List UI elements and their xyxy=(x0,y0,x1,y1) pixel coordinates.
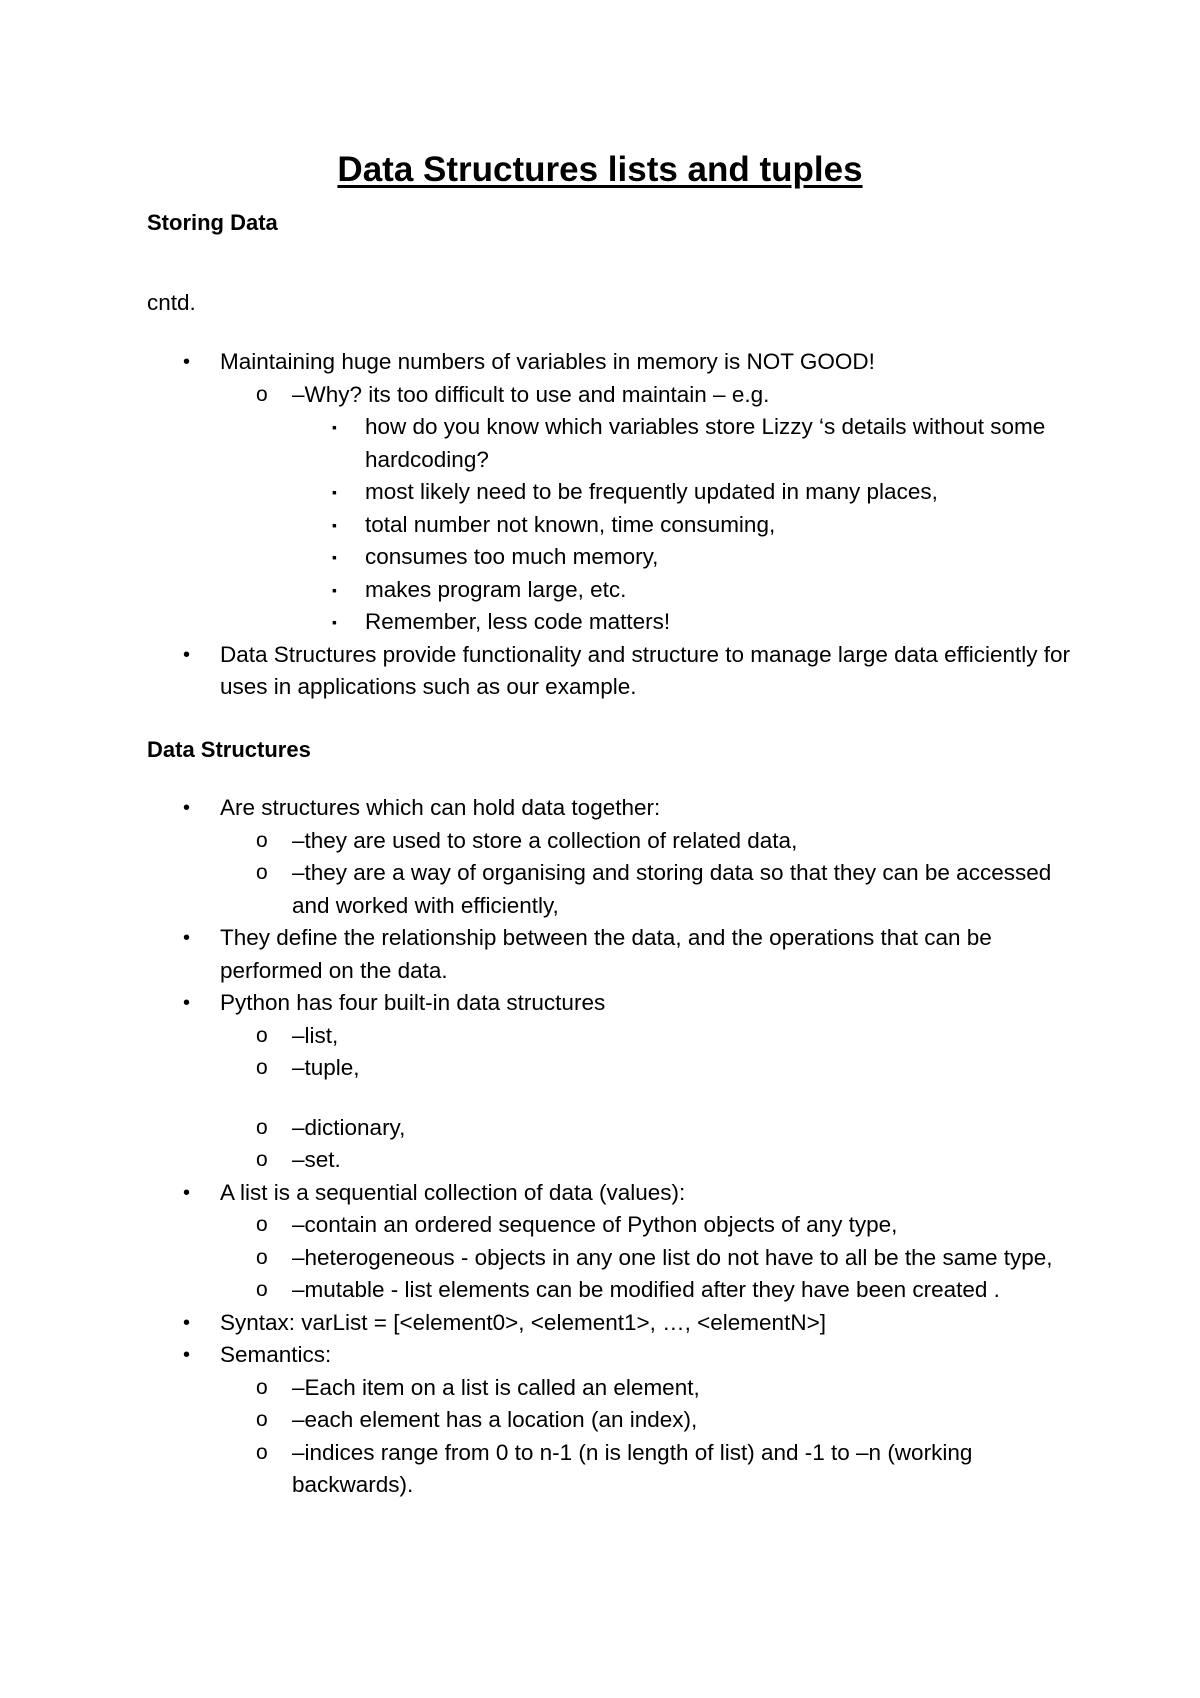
list-item: o –set. xyxy=(0,1144,1080,1177)
list-item: o –tuple, xyxy=(0,1052,1080,1085)
bullet-marker: • xyxy=(183,992,191,1014)
section-heading-storing-data: Storing Data xyxy=(147,210,278,235)
page-title: Data Structures lists and tuples xyxy=(337,150,863,189)
list-item: ▪ makes program large, etc. xyxy=(0,574,1065,607)
list-item: ▪ how do you know which variables store Lizzy ‘s details without some hardcoding? xyxy=(0,411,1065,476)
circle-marker: o xyxy=(256,861,268,884)
list-item: o –Why? its too difficult to use and maintain – e.g. xyxy=(0,379,1080,412)
list-item: • A list is a sequential collection of data (values): xyxy=(0,1177,1080,1210)
list-item: • Python has four built-in data structures xyxy=(0,987,1080,1020)
list-item: o –Each item on a list is called an element, xyxy=(0,1372,1080,1405)
list-item: • Data Structures provide functionality and structure to manage large data efficiently for uses in applications such as our example. xyxy=(0,639,1080,704)
bullet-marker: • xyxy=(183,797,191,819)
bullet-marker: • xyxy=(183,1311,191,1334)
list-item: • Syntax: varList = [<element0>, <element1>, …, <elementN>] xyxy=(0,1307,1080,1340)
square-marker: ▪ xyxy=(332,419,337,435)
list-item: ▪ Remember, less code matters! xyxy=(0,606,1065,639)
list-item: o –contain an ordered sequence of Python objects of any type, xyxy=(0,1209,1080,1242)
list-item: o –heterogeneous - objects in any one list do not have to all be the same type, xyxy=(0,1242,1080,1275)
list-item: • They define the relationship between the data, and the operations that can be performed on the data. xyxy=(0,922,1080,987)
list-item: ▪ consumes too much memory, xyxy=(0,541,1065,574)
circle-marker: o xyxy=(256,1115,268,1139)
circle-marker: o xyxy=(256,828,268,852)
list-item: o –mutable - list elements can be modified after they have been created . xyxy=(0,1274,1080,1307)
bullet-marker: • xyxy=(183,643,191,666)
circle-marker: o xyxy=(256,1148,268,1171)
list-item: ▪ most likely need to be frequently updated in many places, xyxy=(0,476,1065,509)
list-item: o –each element has a location (an index), xyxy=(0,1404,1080,1437)
list-item: • Semantics: xyxy=(0,1339,1080,1372)
list-item: o –list, xyxy=(0,1020,1080,1053)
circle-marker: o xyxy=(256,1056,268,1079)
list-item: • Maintaining huge numbers of variables in memory is NOT GOOD! xyxy=(0,346,1080,379)
list-item: o –they are a way of organising and storing data so that they can be accessed and worked with efficiently, xyxy=(0,857,1080,922)
square-marker: ▪ xyxy=(332,549,337,565)
spacer xyxy=(0,1085,1200,1112)
circle-marker: o xyxy=(256,1375,268,1399)
bullet-marker: • xyxy=(183,351,191,373)
square-marker: ▪ xyxy=(332,516,337,533)
circle-marker: o xyxy=(256,1245,268,1269)
bullet-marker: • xyxy=(183,1181,191,1204)
circle-marker: o xyxy=(256,382,268,406)
data-structures-list xyxy=(0,792,1200,1502)
circle-marker: o xyxy=(256,1023,268,1047)
section-heading-data-structures: Data Structures xyxy=(147,737,311,762)
list-item: ▪ total number not known, time consuming, xyxy=(0,509,1065,542)
circle-marker: o xyxy=(256,1213,268,1236)
square-marker: ▪ xyxy=(332,614,337,630)
circle-marker: o xyxy=(256,1278,268,1301)
circle-marker: o xyxy=(256,1408,268,1431)
square-marker: ▪ xyxy=(332,581,337,598)
square-marker: ▪ xyxy=(332,484,337,500)
list-item: o –dictionary, xyxy=(0,1112,1080,1145)
list-item: o –indices range from 0 to n-1 (n is length of list) and -1 to –n (working backwards). xyxy=(0,1437,1080,1502)
circle-marker: o xyxy=(256,1440,268,1464)
bullet-marker: • xyxy=(183,1344,191,1366)
storing-data-list xyxy=(0,346,1200,704)
bullet-marker: • xyxy=(183,927,191,949)
list-item: • Are structures which can hold data together: xyxy=(0,792,1080,825)
list-item: o –they are used to store a collection of related data, xyxy=(0,825,1080,858)
cntd-note: cntd. xyxy=(147,290,196,315)
